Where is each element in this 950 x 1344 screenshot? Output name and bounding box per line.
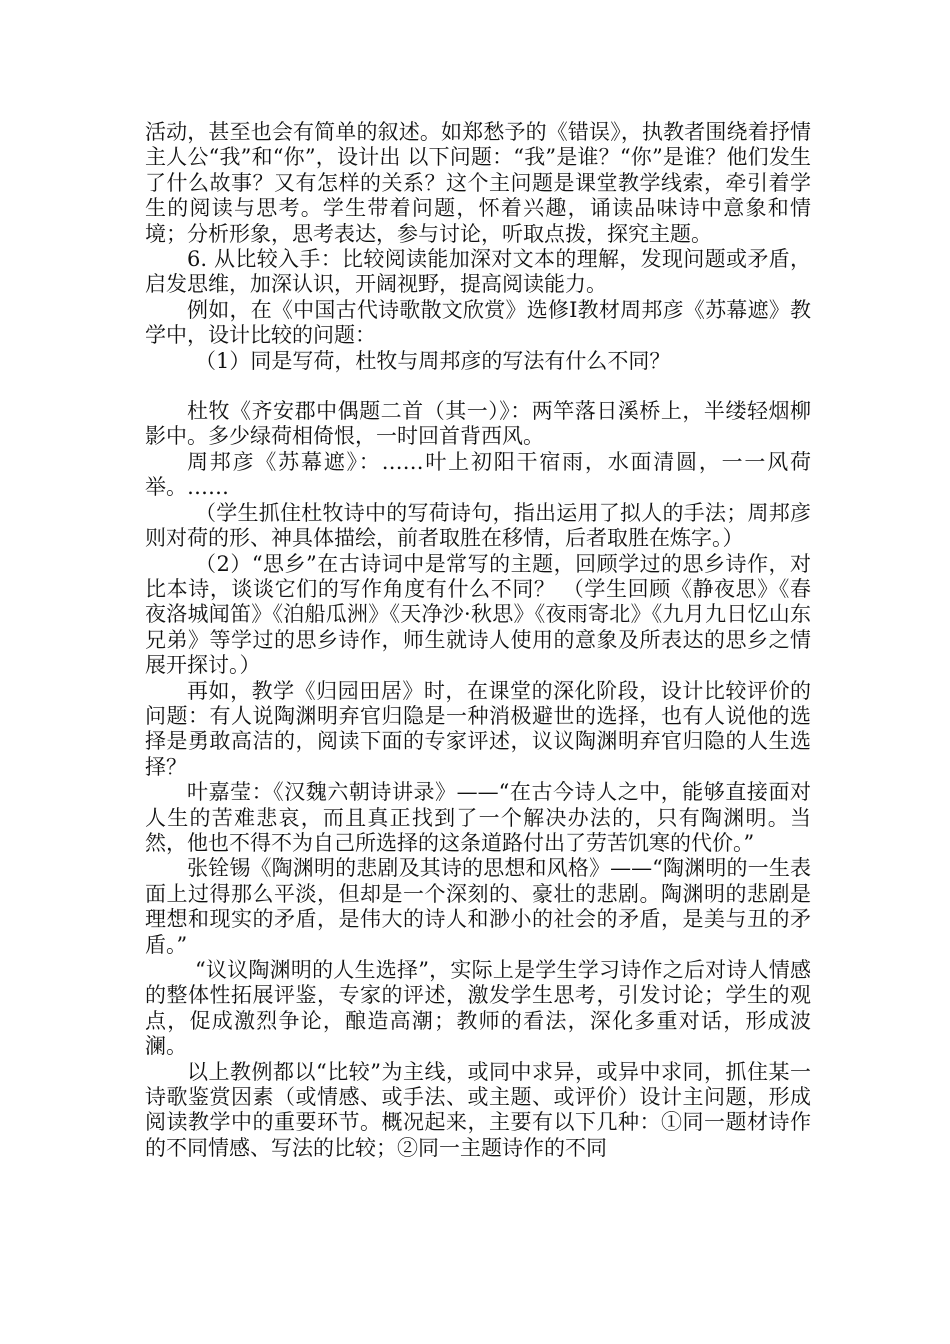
paragraph-zhangquanxi-quote: 张铨锡《陶渊明的悲剧及其诗的思想和风格》——“陶渊明的一生表面上过得那么平淡，但却是一个深刻的、豪壮的悲剧。陶渊明的悲剧是理想和现实的矛盾，是伟大的诗人和渺小的社会的矛盾，是美与丑的矛盾。” bbox=[145, 856, 811, 957]
paragraph-dumu-poem: 杜牧《齐安郡中偶题二首（其一）》：两竿落日溪桥上，半缕轻烟柳影中。多少绿荷相倚恨，一时回首背西风。 bbox=[145, 399, 811, 449]
paragraph-sumuzhe-example: 例如，在《中国古代诗歌散文欣赏》选修Ⅰ教材周邦彦《苏幕遮》教学中，设计比较的问题： bbox=[145, 297, 811, 348]
paragraph-section-6-heading: 6. 从比较入手：比较阅读能加深对文本的理解，发现问题或矛盾，启发思维，加深认识，开阔视野，提高阅读能力。 bbox=[145, 247, 811, 297]
paragraph-cuochu: 活动，甚至也会有简单的叙述。如郑愁予的《错误》，执教者围绕着抒情主人公“我”和“你”，设计出 以下问题：“我”是谁？“你”是谁？他们发生了什么故事？又有怎样的关系？这个主问题是课堂教学线索，牵引着学生的阅读与思考。学生带着问题，怀着兴趣，诵读品味诗中意象和情境；分析形象，思考表达，参与讨论，听取点拨，探究主题。 bbox=[145, 120, 811, 246]
paragraph-student-note-1: （学生抓住杜牧诗中的写荷诗句，指出运用了拟人的手法；周邦彦则对荷的形、神具体描绘，前者取胜在移情，后者取胜在炼字。） bbox=[145, 500, 811, 551]
paragraph-question-2: （2）“思乡”在古诗词中是常写的主题，回顾学过的思乡诗作，对比本诗，谈谈它们的写作角度有什么不同？ （学生回顾《静夜思》《春夜洛城闻笛》《泊船瓜洲》《天净沙·秋思》《夜雨寄北》《九月九日忆山东兄弟》等学过的思乡诗作，师生就诗人使用的意象及所表达的思乡之情展开探讨。） bbox=[145, 551, 811, 678]
blank-line bbox=[145, 374, 811, 399]
paragraph-summary: 以上教例都以“比较”为主线，或同中求异，或异中求同，抓住某一诗歌鉴赏因素（或情感、或手法、或主题、或评价）设计主问题，形成阅读教学中的重要环节。概况起来，主要有以下几种：①同一题材诗作的不同情感、写法的比较；②同一主题诗作的不同 bbox=[145, 1059, 811, 1160]
paragraph-question-1: （1）同是写荷，杜牧与周邦彦的写法有什么不同？ bbox=[195, 348, 671, 373]
document-page bbox=[145, 120, 811, 1161]
paragraph-discussion: “议议陶渊明的人生选择”，实际上是学生学习诗作之后对诗人情感的整体性拓展评鉴，专家的评述，激发学生思考，引发讨论；学生的观点，促成激烈争论，酿造高潮；教师的看法，深化多重对话，形成波澜。 bbox=[145, 958, 811, 1059]
paragraph-yejiaying-quote: 叶嘉莹：《汉魏六朝诗讲录》——“在古今诗人之中，能够直接面对人生的苦难悲哀，而且真正找到了一个解决办法的，只有陶渊明。当然，他也不得不为自己所选择的这条道路付出了劳苦饥寒的代价。” bbox=[145, 780, 811, 855]
paragraph-guiyuantianju: 再如，教学《归园田居》时，在课堂的深化阶段，设计比较评价的问题：有人说陶渊明弃官归隐是一种消极避世的选择，也有人说他的选择是勇敢高洁的，阅读下面的专家评述，议议陶渊明弃官归隐的人生选择？ bbox=[145, 678, 811, 779]
paragraph-zhoubangyan-poem: 周邦彦《苏幕遮》：……叶上初阳干宿雨，水面清圆，一一风荷举。…… bbox=[145, 449, 811, 500]
